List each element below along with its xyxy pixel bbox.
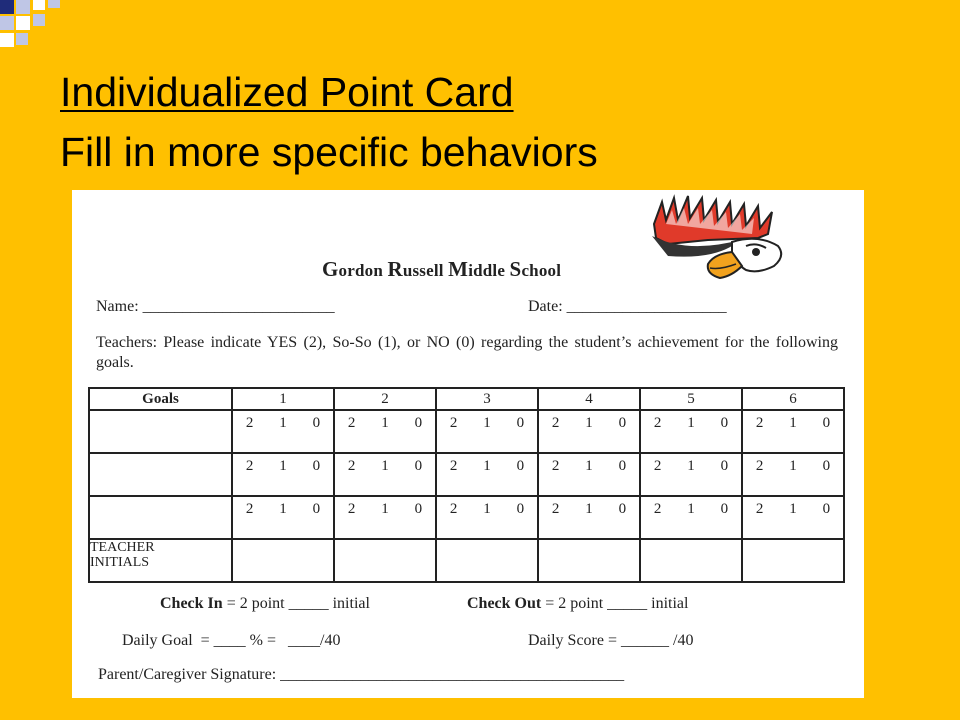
point-card-document: [72, 190, 864, 698]
score-option: 1: [585, 501, 593, 517]
goal-description-cell: [89, 496, 232, 539]
check-in-line: [160, 595, 370, 613]
score-option: 0: [312, 415, 321, 431]
score-cell: [640, 496, 742, 539]
score-cell: [538, 496, 640, 539]
score-option: 2: [755, 458, 764, 474]
daily-score-line: Daily Score = ______ /40: [528, 632, 694, 649]
score-option: 0: [822, 415, 831, 431]
score-option: 1: [279, 458, 287, 474]
score-option: 1: [483, 415, 491, 431]
score-option: 2: [551, 458, 560, 474]
score-option: 2: [449, 458, 458, 474]
score-option: 1: [279, 415, 287, 431]
score-option: 0: [822, 501, 831, 517]
score-option: 0: [720, 458, 729, 474]
score-option: 1: [789, 458, 797, 474]
slide-title: [60, 62, 598, 182]
score-option: 0: [618, 458, 627, 474]
score-option: 1: [483, 458, 491, 474]
score-cell: [232, 453, 334, 496]
score-option: 2: [653, 501, 662, 517]
score-cell: [640, 453, 742, 496]
score-option: 2: [551, 415, 560, 431]
goal-column-header: 6: [742, 388, 844, 410]
score-option: 2: [347, 458, 356, 474]
goals-header: Goals: [89, 388, 232, 410]
goal-column-header: 3: [436, 388, 538, 410]
score-cell: [742, 410, 844, 453]
score-option: 0: [414, 458, 423, 474]
goal-column-header: 5: [640, 388, 742, 410]
school-name-part: ordon: [338, 261, 388, 280]
score-option: 2: [449, 415, 458, 431]
goals-table: [88, 387, 845, 583]
score-cell: [538, 410, 640, 453]
score-option: 1: [483, 501, 491, 517]
slide-title-line2: Fill in more specific behaviors: [60, 129, 598, 175]
check-in-label: Check In: [160, 595, 223, 612]
score-option: 0: [822, 458, 831, 474]
score-option: 2: [347, 501, 356, 517]
teacher-initials-cell: [742, 539, 844, 582]
score-option: 0: [516, 501, 525, 517]
check-out-label: Check Out: [467, 595, 542, 612]
score-option: 1: [585, 415, 593, 431]
school-name: [322, 257, 561, 282]
score-option: 1: [687, 415, 695, 431]
score-option: 0: [720, 415, 729, 431]
score-cell: [232, 496, 334, 539]
teacher-initials-cell: [640, 539, 742, 582]
teacher-initials-label: [89, 539, 232, 582]
score-option: 0: [516, 458, 525, 474]
score-option: 2: [347, 415, 356, 431]
score-cell: [334, 453, 436, 496]
score-cell: [334, 496, 436, 539]
signature-line: Parent/Caregiver Signature: ___________________________________________: [98, 666, 625, 683]
check-out-line: [467, 595, 688, 613]
goal-description-cell: [89, 453, 232, 496]
score-option: 2: [449, 501, 458, 517]
score-option: 2: [653, 415, 662, 431]
school-name-initial: R: [387, 257, 403, 281]
score-option: 2: [245, 415, 254, 431]
score-option: 1: [687, 501, 695, 517]
instructions-text: Teachers: Please indicate YES (2), So-So (1), or NO (0) regarding the student’s achievement for the following goals.: [96, 334, 838, 371]
goal-row: [89, 496, 844, 539]
score-cell: [436, 410, 538, 453]
goal-column-header: 4: [538, 388, 640, 410]
score-option: 2: [653, 458, 662, 474]
school-name-part: iddle: [468, 261, 510, 280]
score-option: 1: [279, 501, 287, 517]
score-option: 0: [414, 415, 423, 431]
teacher-initials-cell: [232, 539, 334, 582]
score-option: 1: [585, 458, 593, 474]
score-option: 0: [414, 501, 423, 517]
score-option: 1: [381, 458, 389, 474]
name-field-label: Name: ________________________: [96, 298, 335, 315]
score-option: 0: [618, 415, 627, 431]
score-option: 1: [789, 415, 797, 431]
score-option: 2: [755, 415, 764, 431]
score-option: 1: [789, 501, 797, 517]
teacher-initials-cell: [538, 539, 640, 582]
school-name-initial: G: [322, 257, 339, 281]
score-option: 0: [312, 458, 321, 474]
score-option: 2: [245, 501, 254, 517]
teacher-initials-label-line2: INITIALS: [90, 555, 150, 570]
score-option: 1: [687, 458, 695, 474]
check-out-text: = 2 point _____ initial: [541, 595, 689, 612]
eagle-mascot-logo-icon: [648, 194, 796, 286]
daily-goal-line: Daily Goal = ____ % = ____/40: [122, 632, 341, 649]
score-option: 0: [720, 501, 729, 517]
score-option: 2: [551, 501, 560, 517]
score-option: 2: [755, 501, 764, 517]
score-cell: [436, 496, 538, 539]
score-cell: [436, 453, 538, 496]
score-option: 0: [618, 501, 627, 517]
score-option: 0: [312, 501, 321, 517]
goal-column-header: 1: [232, 388, 334, 410]
school-name-initial: S: [509, 257, 522, 281]
goal-description-cell: [89, 410, 232, 453]
teacher-initials-label-line1: TEACHER: [90, 540, 155, 555]
score-option: 1: [381, 415, 389, 431]
teacher-initials-cell: [436, 539, 538, 582]
slide-title-line1: Individualized Point Card: [60, 69, 514, 115]
school-name-initial: M: [448, 257, 469, 281]
school-name-part: ussell: [402, 261, 449, 280]
goal-row: [89, 453, 844, 496]
goal-column-header: 2: [334, 388, 436, 410]
score-option: 2: [245, 458, 254, 474]
date-field-label: Date: ____________________: [528, 298, 727, 315]
score-cell: [538, 453, 640, 496]
teacher-initials-cell: [334, 539, 436, 582]
goal-row: [89, 410, 844, 453]
score-cell: [334, 410, 436, 453]
score-cell: [742, 496, 844, 539]
score-cell: [742, 453, 844, 496]
check-in-text: = 2 point _____ initial: [222, 595, 370, 612]
score-option: 1: [381, 501, 389, 517]
school-name-part: chool: [521, 261, 562, 280]
score-option: 0: [516, 415, 525, 431]
score-cell: [232, 410, 334, 453]
score-cell: [640, 410, 742, 453]
